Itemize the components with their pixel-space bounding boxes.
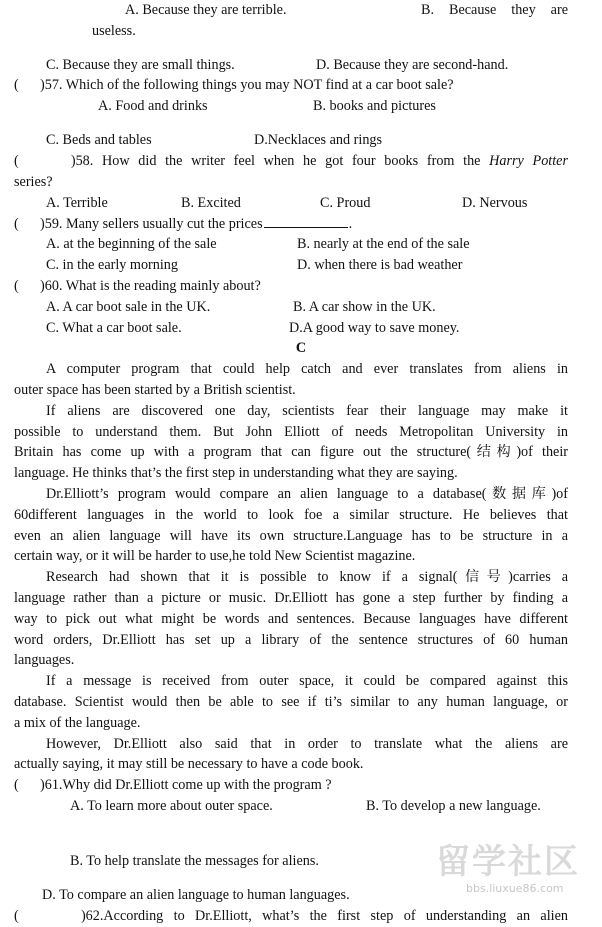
- q56-option-b: B. Because they are: [421, 2, 568, 18]
- section-c-heading: C: [295, 340, 307, 356]
- q58-stem-italic: Harry Potter: [489, 153, 569, 169]
- q59-answer-blank: [264, 215, 348, 228]
- passage-line: way to pick out what might be words and sentences. Because languages have different: [14, 611, 568, 627]
- watermark-url: bbs.liuxue86.com: [466, 882, 564, 895]
- q59-stem: [14, 214, 352, 235]
- watermark-title: 留学社区: [436, 842, 580, 882]
- passage-line: actually saying, it may still be necessary to have a code book.: [14, 756, 364, 772]
- passage-line: If aliens are discovered one day, scientists fear their language may make it: [46, 403, 568, 419]
- q61-option-b: B. To develop a new language.: [366, 798, 541, 814]
- q61-option-d: D. To compare an alien language to human languages.: [42, 887, 350, 903]
- passage-line: languages.: [14, 652, 75, 668]
- q61-option-c: B. To help translate the messages for aliens.: [70, 853, 319, 869]
- q60-stem: ( )60. What is the reading mainly about?: [14, 278, 261, 294]
- q60-option-c: C. What a car boot sale.: [46, 320, 182, 336]
- q58-stem-continued: series?: [14, 174, 53, 190]
- passage-line: A computer program that could help catch and ever translates from aliens in: [46, 361, 568, 377]
- q58-option-c: C. Proud: [320, 195, 371, 211]
- q57-option-b: B. books and pictures: [313, 98, 436, 114]
- passage-line: 60different languages in the world to look foe a similar structure. He believes that: [14, 507, 568, 523]
- q56-option-a: A. Because they are terrible.: [125, 2, 287, 18]
- q59-stem-end: .: [348, 216, 353, 232]
- q58-stem-text: ( )58. How did the writer feel when he got four books from the: [14, 153, 481, 169]
- passage-line: database. Scientist would then be able to see if ti’s similar to any human language, or: [14, 694, 568, 710]
- passage-line: certain way, or it will be harder to use,he told New Scientist magazine.: [14, 548, 416, 564]
- q58-option-b: B. Excited: [181, 195, 241, 211]
- q61-stem: ( )61.Why did Dr.Elliott come up with the program ?: [14, 777, 332, 793]
- passage-line: a mix of the language.: [14, 715, 141, 731]
- q56-option-b-continued: useless.: [92, 23, 136, 39]
- q56-option-c: C. Because they are small things.: [46, 57, 235, 73]
- q59-option-d: D. when there is bad weather: [297, 257, 463, 273]
- q58-option-d: D. Nervous: [462, 195, 528, 211]
- q58-stem: [14, 151, 568, 172]
- q59-option-c: C. in the early morning: [46, 257, 178, 273]
- q59-option-a: A. at the beginning of the sale: [46, 236, 217, 252]
- passage-line: If a message is received from outer space, it could be compared against this: [46, 673, 568, 689]
- q60-option-d: D.A good way to save money.: [289, 320, 460, 336]
- q57-option-d: D.Necklaces and rings: [254, 132, 383, 148]
- site-watermark: [436, 842, 596, 912]
- q60-option-b: B. A car show in the UK.: [293, 299, 436, 315]
- q60-option-a: A. A car boot sale in the UK.: [46, 299, 211, 315]
- q56-option-d: D. Because they are second-hand.: [316, 57, 509, 73]
- passage-line: possible to understand them. But John Elliott of needs Metropolitan University in: [14, 424, 568, 440]
- q57-stem: ( )57. Which of the following things you may NOT find at a car boot sale?: [14, 77, 454, 93]
- q58-option-a: A. Terrible: [46, 195, 108, 211]
- q57-option-c: C. Beds and tables: [46, 132, 152, 148]
- q59-stem-text: ( )59. Many sellers usually cut the prices: [14, 216, 263, 232]
- passage-line: language rather than a picture or music. Dr.Elliott has gone a step further by finding a: [14, 590, 568, 606]
- passage-line: Britain has come up with a program that can figure out the structure(结构)of their: [14, 444, 568, 460]
- q57-option-a: A. Food and drinks: [98, 98, 208, 114]
- passage-line: word orders, Dr.Elliott has set up a library of the sentence structures of 60 human: [14, 632, 568, 648]
- passage-line: Research had shown that it is possible to know if a signal(信号)carries a: [46, 569, 568, 585]
- q59-option-b: B. nearly at the end of the sale: [297, 236, 470, 252]
- passage-line: even an alien language will have its own structure.Language has to be structure in a: [14, 528, 568, 544]
- passage-line: Dr.Elliott’s program would compare an alien language to a database(数据库)of: [46, 486, 568, 502]
- q62-stem: ( )62.According to Dr.Elliott, what’s the first step of understanding an alien: [14, 908, 568, 924]
- passage-line: outer space has been started by a British scientist.: [14, 382, 296, 398]
- passage-line: However, Dr.Elliott also said that in order to translate what the aliens are: [46, 736, 568, 752]
- q61-option-a: A. To learn more about outer space.: [70, 798, 273, 814]
- passage-line: language. He thinks that’s the first step in understanding what they are saying.: [14, 465, 458, 481]
